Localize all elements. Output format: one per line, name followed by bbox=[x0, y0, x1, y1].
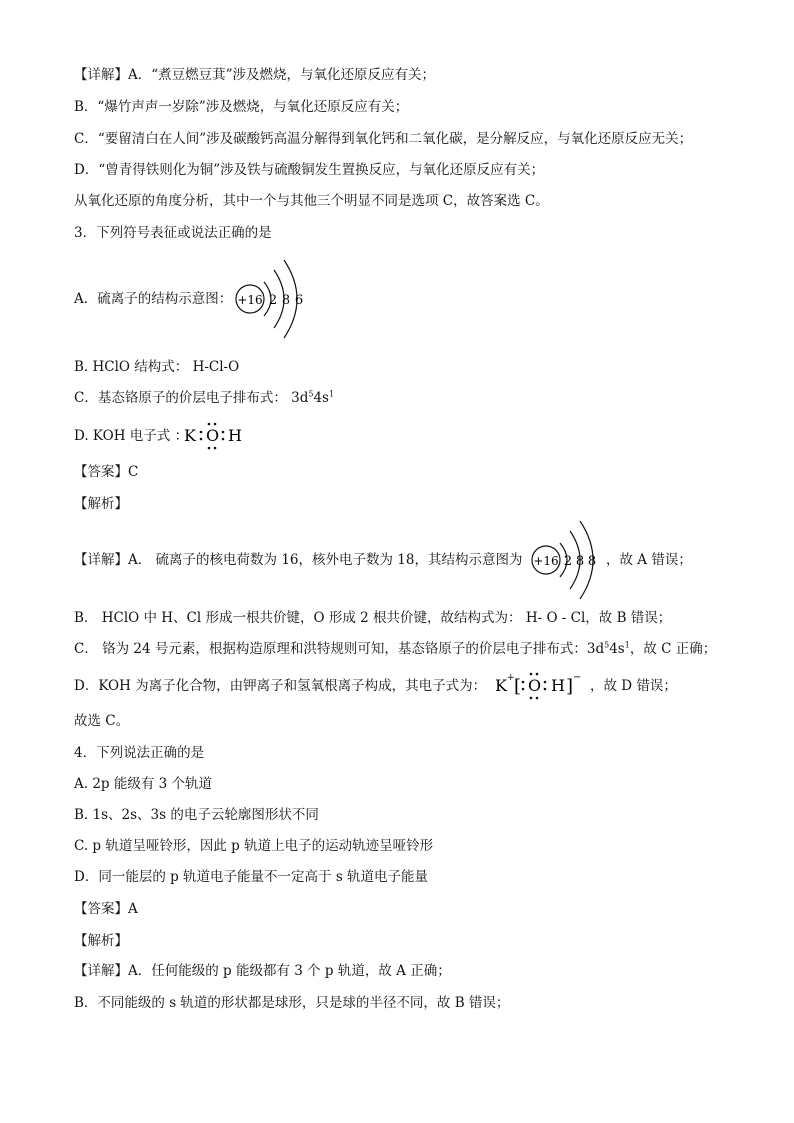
answer-4: 【答案】A bbox=[74, 901, 138, 917]
electron-dot bbox=[208, 447, 211, 450]
detail-3-c-text: 4s bbox=[609, 641, 625, 657]
oh-charge: − bbox=[573, 672, 582, 683]
detail-3-c-text: C． 铬为 24 号元素，根据构造原理和洪特规则可知，基态铬原子的价层电子排布式：3d bbox=[74, 641, 605, 657]
option-c-text: C．基态铬原子的价层电子排布式： 3d bbox=[74, 390, 309, 406]
analysis-3-heading: 【解析】 bbox=[74, 496, 128, 512]
text-line: C．“要留清白在人间”涉及碳酸钙高温分解得到氧化钙和二氧化碳，是分解反应，与氧化还原反应无关； bbox=[74, 131, 693, 147]
electron-dot bbox=[200, 431, 203, 434]
shell-count-1: 2 bbox=[563, 554, 573, 569]
detail-3-conclusion: 故选 C。 bbox=[74, 713, 130, 729]
electron-dot bbox=[208, 423, 211, 426]
option-b: B. HClO 结构式： H-Cl-O bbox=[74, 359, 240, 375]
sulfur-ion-diagram-correct bbox=[528, 516, 608, 604]
k-charge: + bbox=[507, 673, 515, 683]
shell-count-1: 2 bbox=[268, 293, 278, 308]
nucleus-charge: +16 bbox=[237, 293, 263, 307]
option-4-b: B. 1s、2s、3s 的电子云轮廓图形状不同 bbox=[74, 807, 319, 823]
detail-3-c-text: ，故 C 正确； bbox=[629, 641, 717, 657]
text-line: D．“曾青得铁则化为铜”涉及铁与硫酸铜发生置换反应，与氧化还原反应有关； bbox=[74, 162, 545, 178]
electron-dot bbox=[530, 673, 533, 676]
detail-3-a-suffix: ，故 A 错误； bbox=[606, 552, 692, 568]
nucleus-charge: +16 bbox=[533, 554, 559, 568]
option-d-label: D. KOH 电子式 ： bbox=[74, 428, 189, 444]
shell-count-3: 6 bbox=[294, 293, 304, 308]
shell-count-3: 8 bbox=[587, 554, 597, 569]
detail-4-b: B．不同能级的 s 轨道的形状都是球形，只是球的半径不同，故 B 错误； bbox=[74, 995, 510, 1011]
electron-dot bbox=[214, 423, 217, 426]
option-4-d: D．同一能层的 p 轨道电子能量不一定高于 s 轨道电子能量 bbox=[74, 869, 429, 885]
electron-dot bbox=[522, 681, 525, 684]
shell-count-2: 8 bbox=[575, 554, 585, 569]
detail-3-d-text: D．KOH 为离子化合物，由钾离子和氢氧根离子构成，其电子式为： bbox=[74, 678, 487, 694]
detail-3-d-suffix: ，故 D 错误； bbox=[590, 678, 677, 694]
question-3-title: 3．下列符号表征或说法正确的是 bbox=[74, 225, 272, 241]
superscript: 5 bbox=[308, 389, 314, 399]
k-symbol: K bbox=[184, 426, 196, 445]
right-bracket: ] bbox=[566, 676, 574, 697]
h-symbol: H bbox=[228, 426, 242, 445]
electron-dot bbox=[536, 697, 539, 700]
shell-count-2: 8 bbox=[281, 293, 291, 308]
detail-3-b: B． HClO 中 H、Cl 形成一根共价键，O 形成 2 根共价键，故结构式为： H- O - Cl，故 B 错误； bbox=[74, 610, 672, 626]
option-4-a: A. 2p 能级有 3 个轨道 bbox=[74, 776, 213, 792]
electron-dot bbox=[522, 688, 525, 691]
option-a-label: A．硫离子的结构示意图： bbox=[74, 291, 233, 307]
superscript: 5 bbox=[604, 640, 610, 650]
text-line: B．“爆竹声声一岁除”涉及燃烧，与氧化还原反应有关； bbox=[74, 99, 409, 115]
left-bracket: [ bbox=[514, 676, 522, 697]
answer-3: 【答案】C bbox=[74, 464, 139, 480]
superscript: 1 bbox=[624, 640, 630, 650]
o-symbol: O bbox=[206, 426, 220, 445]
option-c-text: 4s bbox=[313, 390, 329, 406]
o-symbol: O bbox=[528, 676, 542, 695]
koh-electron-formula-wrong bbox=[182, 418, 252, 452]
analysis-4-heading: 【解析】 bbox=[74, 933, 128, 949]
text-line: 从氧化还原的角度分析，其中一个与其他三个明显不同是选项 C，故答案选 C。 bbox=[74, 193, 549, 209]
option-4-c: C. p 轨道呈哑铃形，因此 p 轨道上电子的运动轨迹呈哑铃形 bbox=[74, 838, 434, 854]
detail-3-c bbox=[74, 640, 716, 658]
question-4-title: 4．下列说法正确的是 bbox=[74, 745, 205, 761]
detail-4-a: 【详解】A．任何能级的 p 能级都有 3 个 p 轨道，故 A 正确； bbox=[74, 963, 451, 979]
electron-dot bbox=[222, 438, 225, 441]
option-c bbox=[74, 389, 334, 407]
electron-dot bbox=[544, 681, 547, 684]
superscript: 1 bbox=[328, 389, 335, 399]
text-line: 【详解】A．“煮豆燃豆萁”涉及燃烧，与氧化还原反应有关； bbox=[74, 67, 436, 83]
electron-dot bbox=[544, 688, 547, 691]
detail-3-a-text: 【详解】A． 硫离子的核电荷数为 16，核外电子数为 18，其结构示意图为 bbox=[74, 552, 523, 568]
electron-dot bbox=[222, 431, 225, 434]
electron-dot bbox=[530, 697, 533, 700]
electron-dot bbox=[200, 438, 203, 441]
electron-dot bbox=[214, 447, 217, 450]
koh-electron-formula-correct bbox=[493, 666, 589, 702]
h-symbol: H bbox=[551, 676, 565, 695]
sulfur-ion-diagram-wrong bbox=[230, 256, 310, 344]
k-symbol: K bbox=[495, 676, 507, 695]
electron-dot bbox=[536, 673, 539, 676]
